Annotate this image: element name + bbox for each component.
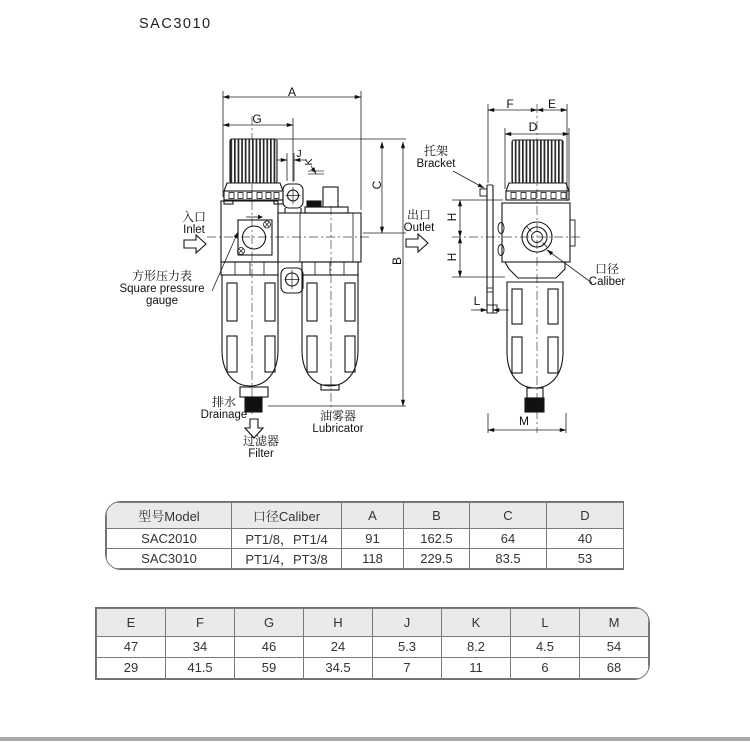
drain-knob-side: [525, 398, 544, 412]
oil-fill-plug: [305, 187, 348, 213]
table-cell: 34: [166, 636, 235, 657]
filter-label-cn: 过滤器: [242, 434, 279, 448]
table-cell: 229.5: [404, 549, 470, 569]
page-title: SAC3010: [139, 16, 212, 32]
lubricator-label-cn: 油雾器: [319, 409, 356, 423]
dim-label-h-lower: H: [445, 252, 459, 262]
table-cell: PT1/8，PT1/4: [232, 529, 342, 549]
column-header: F: [166, 609, 235, 637]
column-header: D: [547, 503, 624, 529]
table-cell: 68: [580, 657, 649, 678]
dim-label-g: G: [252, 112, 262, 126]
column-header: G: [235, 609, 304, 637]
column-header: L: [511, 609, 580, 637]
lubricator-body: [278, 213, 361, 262]
table-cell: 29: [97, 657, 166, 678]
table-cell: 118: [342, 549, 404, 569]
column-header: C: [470, 503, 547, 529]
table-row: [107, 529, 624, 549]
caliber-label-en: Caliber: [588, 275, 626, 288]
caliber-label: [577, 263, 637, 288]
spec-table-2-grid: [96, 608, 649, 679]
table-cell: 162.5: [404, 529, 470, 549]
bracket-front: [283, 184, 303, 213]
gauge-label-en: Square pressure gauge: [119, 282, 205, 308]
caliber-label-cn: 口径: [594, 262, 619, 276]
dim-label-c: C: [370, 180, 384, 190]
table-cell: 24: [304, 636, 373, 657]
outlet-arrow-icon: [406, 234, 428, 252]
outlet-label-cn: 出口: [406, 208, 431, 222]
table-cell: 34.5: [304, 657, 373, 678]
table-cell: 47: [97, 636, 166, 657]
column-header: A: [342, 503, 404, 529]
gauge-label-cn: 方形压力表: [131, 269, 192, 283]
table-cell: 46: [235, 636, 304, 657]
outlet-label: [389, 209, 449, 234]
table-cell: 83.5: [470, 549, 547, 569]
table-cell: 53: [547, 549, 624, 569]
drainage-label: [194, 396, 254, 421]
side-view: [452, 104, 592, 433]
inlet-label-cn: 入口: [181, 210, 206, 224]
table-cell: 59: [235, 657, 304, 678]
column-header: M: [580, 609, 649, 637]
dim-label-m: M: [519, 414, 529, 428]
table-row: [97, 636, 649, 657]
lubricator-label-en: Lubricator: [312, 422, 364, 435]
table-cell: 64: [470, 529, 547, 549]
dimension-lines-front: [212, 91, 406, 406]
regulator-knob-side: [512, 140, 563, 183]
table-row: [107, 549, 624, 569]
table-cell: 6: [511, 657, 580, 678]
column-header: J: [373, 609, 442, 637]
dim-label-k: K: [303, 158, 315, 166]
column-header: 口径Caliber: [232, 503, 342, 529]
bracket-label: [406, 145, 466, 170]
column-header: K: [442, 609, 511, 637]
table-row: [97, 657, 649, 678]
outlet-label-en: Outlet: [403, 221, 435, 234]
table-cell: 91: [342, 529, 404, 549]
table-cell: 4.5: [511, 636, 580, 657]
filter-label: [231, 435, 291, 460]
column-header: H: [304, 609, 373, 637]
lubricator-bowl: [302, 275, 358, 386]
table-row: [107, 503, 624, 529]
table-cell: SAC2010: [107, 529, 232, 549]
bowl-side: [507, 282, 563, 388]
column-header: E: [97, 609, 166, 637]
column-header: B: [404, 503, 470, 529]
dim-label-l: L: [473, 294, 481, 308]
lubricator-label: [303, 410, 373, 435]
regulator-body: [221, 201, 278, 262]
spec-table-2: [95, 607, 650, 680]
bracket-label-cn: 托架: [423, 144, 448, 158]
table-cell: SAC3010: [107, 549, 232, 569]
filter-label-en: Filter: [248, 447, 274, 460]
table-cell: 54: [580, 636, 649, 657]
square-pressure-gauge-label: [102, 270, 222, 308]
spec-table-1: [105, 501, 624, 570]
dim-label-d: D: [528, 120, 538, 134]
dim-label-e: E: [547, 97, 556, 111]
bracket-label-en: Bracket: [416, 157, 456, 170]
table-row: [97, 609, 649, 637]
bottom-rule: [0, 737, 750, 741]
drainage-label-cn: 排水: [211, 395, 236, 409]
spec-table-1-grid: [106, 502, 624, 569]
drip-dome: [281, 268, 303, 293]
inlet-label: [164, 211, 224, 236]
filter-bowl: [222, 275, 278, 386]
inlet-label-en: Inlet: [183, 223, 205, 236]
regulator-knob-front: [230, 139, 277, 183]
dim-label-j: J: [296, 148, 302, 160]
dim-label-a: A: [287, 85, 296, 99]
table-cell: 40: [547, 529, 624, 549]
square-pressure-gauge: [238, 215, 273, 255]
inlet-arrow-icon: [184, 235, 206, 253]
table-cell: 7: [373, 657, 442, 678]
table-cell: 11: [442, 657, 511, 678]
table-cell: 41.5: [166, 657, 235, 678]
dim-label-f: F: [506, 97, 514, 111]
drainage-label-en: Drainage: [200, 408, 248, 421]
table-cell: PT1/4，PT3/8: [232, 549, 342, 569]
table-cell: 5.3: [373, 636, 442, 657]
column-header: 型号Model: [107, 503, 232, 529]
table-cell: 8.2: [442, 636, 511, 657]
dim-label-h-upper: H: [445, 212, 459, 222]
dim-label-b: B: [390, 257, 404, 266]
body-side: [502, 203, 570, 262]
